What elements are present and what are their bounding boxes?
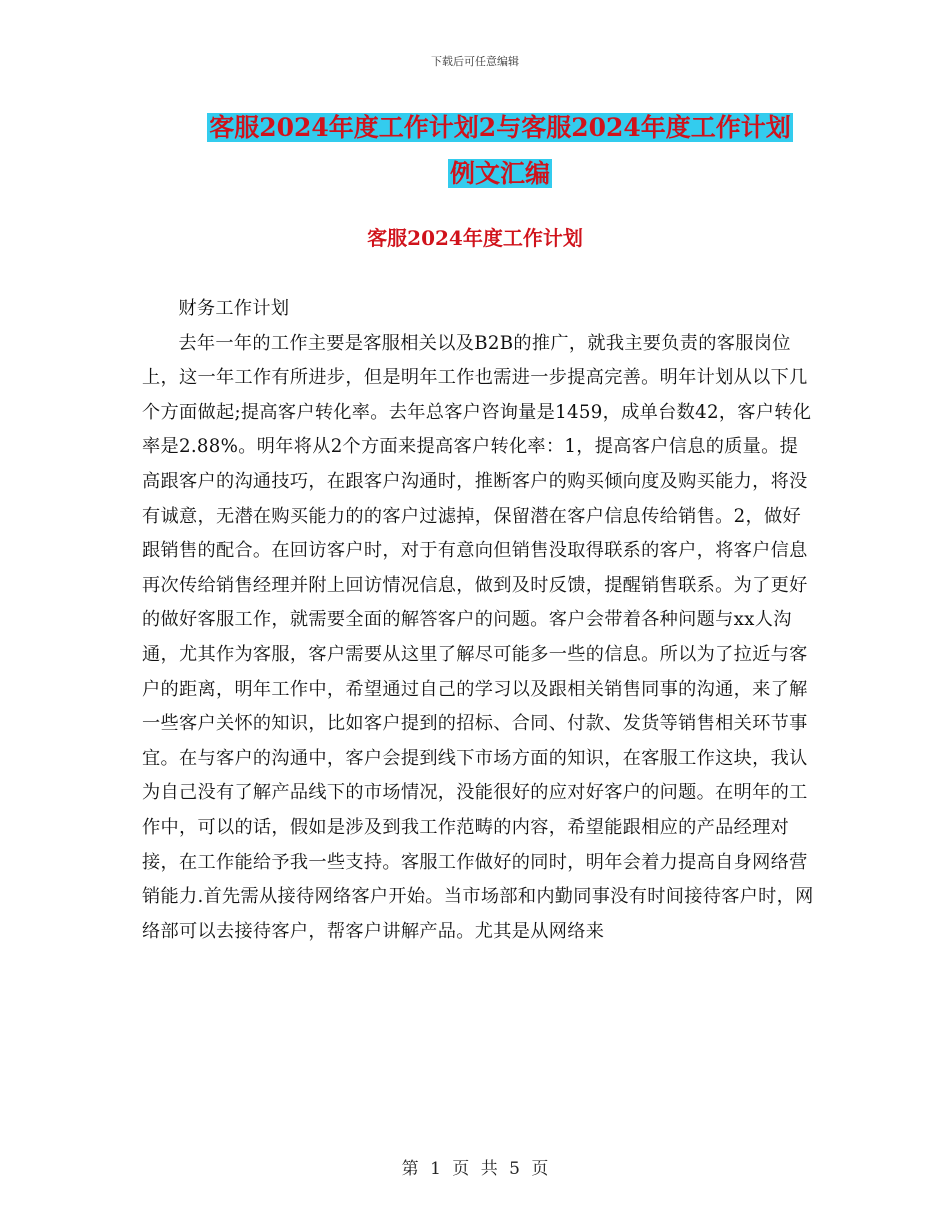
document-title-line-2: 例文汇编 — [449, 159, 550, 188]
document-title-line-1: 客服2024年度工作计划2与客服2024年度工作计划 — [209, 113, 791, 142]
document-title — [140, 105, 860, 197]
page-header-note: 下载后可任意编辑 — [431, 55, 519, 68]
paragraph-heading: 财务工作计划 — [178, 298, 290, 319]
page-footer: 第 1 页 共 5 页 — [401, 1159, 549, 1179]
section-title: 客服2024年度工作计划 — [367, 226, 583, 250]
body-text — [142, 292, 814, 949]
paragraph-main: 去年一年的工作主要是客服相关以及B2B的推广，就我主要负责的客服岗位上，这一年工作有所进步，但是明年工作也需进一步提高完善。明年计划从以下几个方面做起;提高客户转化率。去年总客户咨询量是1459，成单台数42，客户转化率是2.88%。明年将从2个方面来提高客户转化率：1，提高客户信息的质量。提高跟客户的沟通技巧，在跟客户沟通时，推断客户的购买倾向度及购买能力，将没有诚意，无潜在购买能力的的客户过滤掉，保留潜在客户信息传给销售。2，做好跟销售的配合。在回访客户时，对于有意向但销售没取得联系的客户，将客户信息再次传给销售经理并附上回访情况信息，做到及时反馈，提醒销售联系。为了更好的做好客服工作，就需要全面的解答客户的问题。客户会带着各种问题与xx人沟通，尤其作为客服，客户需要从这里了解尽可能多一些的信息。所以为了拉近与客户的距离，明年工作中，希望通过自己的学习以及跟相关销售同事的沟通，来了解一些客户关怀的知识，比如客户提到的招标、合同、付款、发货等销售相关环节事宜。在与客户的沟通中，客户会提到线下市场方面的知识，在客服工作这块，我认为自己没有了解产品线下的市场情况，没能很好的应对好客户的问题。在明年的工作中，可以的话，假如是涉及到我工作范畴的内容，希望能跟相应的产品经理对接，在工作能给予我一些支持。客服工作做好的同时，明年会着力提高自身网络营销能力.首先需从接待网络客户开始。当市场部和内勤同事没有时间接待客户时，网络部可以去接待客户，帮客户讲解产品。尤其是从网络来 — [142, 332, 814, 942]
